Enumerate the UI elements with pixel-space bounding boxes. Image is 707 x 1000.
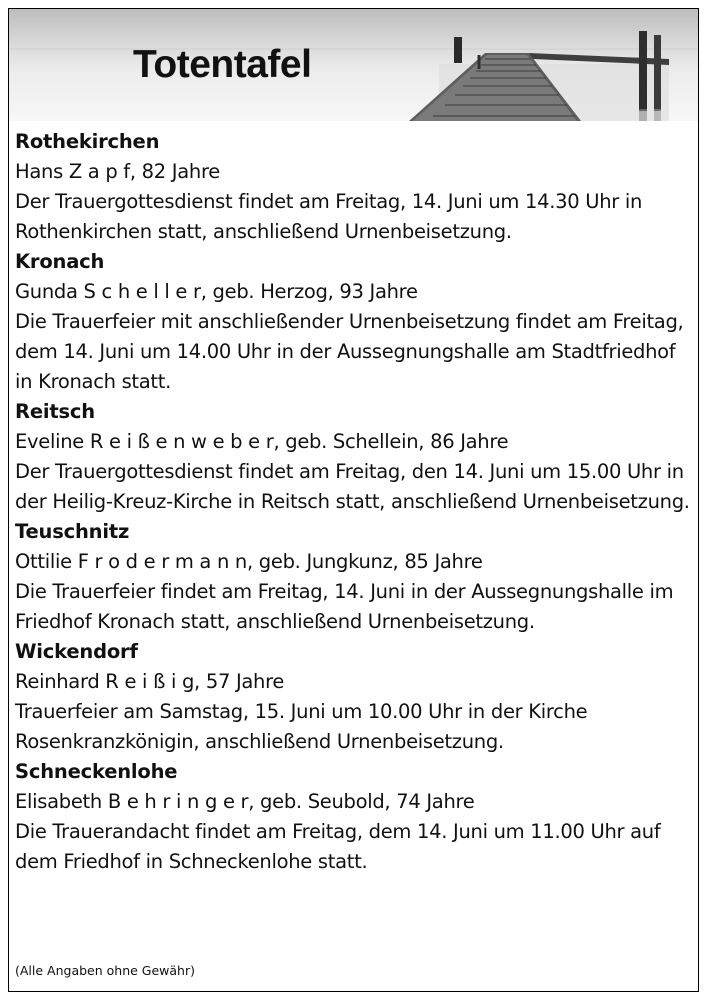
entry-details: Der Trauergottesdienst findet am Freitag, 14. Juni um 14.30 Uhr in Rothenkirchen statt, anschließend Urnenbeisetzung. [15, 190, 643, 243]
header-banner [9, 9, 698, 121]
obituary-entry [15, 517, 695, 637]
entry-person: Ottilie F r o d e r m a n n, geb. Jungkunz, 85 Jahre [15, 550, 483, 573]
entry-place: Kronach [15, 250, 105, 273]
entry-place: Rothekirchen [15, 130, 160, 153]
obituary-list [15, 127, 695, 877]
obituary-entry [15, 127, 695, 247]
entry-person: Eveline R e i ß e n w e b e r, geb. Schellein, 86 Jahre [15, 430, 509, 453]
disclaimer-note: (Alle Angaben ohne Gewähr) [15, 963, 195, 978]
entry-details: Die Trauerfeier findet am Freitag, 14. Juni in der Aussegnungshalle im Friedhof Kronach statt, anschließend Urnenbeisetzung. [15, 580, 674, 633]
entry-place: Wickendorf [15, 640, 138, 663]
entry-person: Gunda S c h e l l e r, geb. Herzog, 93 Jahre [15, 280, 418, 303]
entry-place: Reitsch [15, 400, 95, 423]
obituary-entry [15, 757, 695, 877]
entry-place: Schneckenlohe [15, 760, 178, 783]
entry-details: Die Trauerandacht findet am Freitag, dem 14. Juni um 11.00 Uhr auf dem Friedhof in Schneckenlohe statt. [15, 820, 661, 873]
entry-person: Reinhard R e i ß i g, 57 Jahre [15, 670, 285, 693]
entry-details: Trauerfeier am Samstag, 15. Juni um 10.00 Uhr in der Kirche Rosenkranzkönigin, anschließend Urnenbeisetzung. [15, 700, 588, 753]
obituary-entry [15, 397, 695, 517]
entry-place: Teuschnitz [15, 520, 130, 543]
entry-details: Die Trauerfeier mit anschließender Urnenbeisetzung findet am Freitag, dem 14. Juni um 14.00 Uhr in der Aussegnungshalle am Stadtfriedhof in Kronach statt. [15, 310, 684, 393]
obituary-entry [15, 637, 695, 757]
notice-frame [8, 8, 699, 992]
entry-person: Elisabeth B e h r i n g e r, geb. Seubold, 74 Jahre [15, 790, 475, 813]
lake-jetty-photo [9, 9, 698, 121]
entry-details: Der Trauergottesdienst findet am Freitag, den 14. Juni um 15.00 Uhr in der Heilig-Kreuz-Kirche in Reitsch statt, anschließend Urnenbeisetzung. [15, 460, 690, 513]
page-title: Totentafel [133, 43, 312, 86]
entry-person: Hans Z a p f, 82 Jahre [15, 160, 220, 183]
obituary-entry [15, 247, 695, 397]
